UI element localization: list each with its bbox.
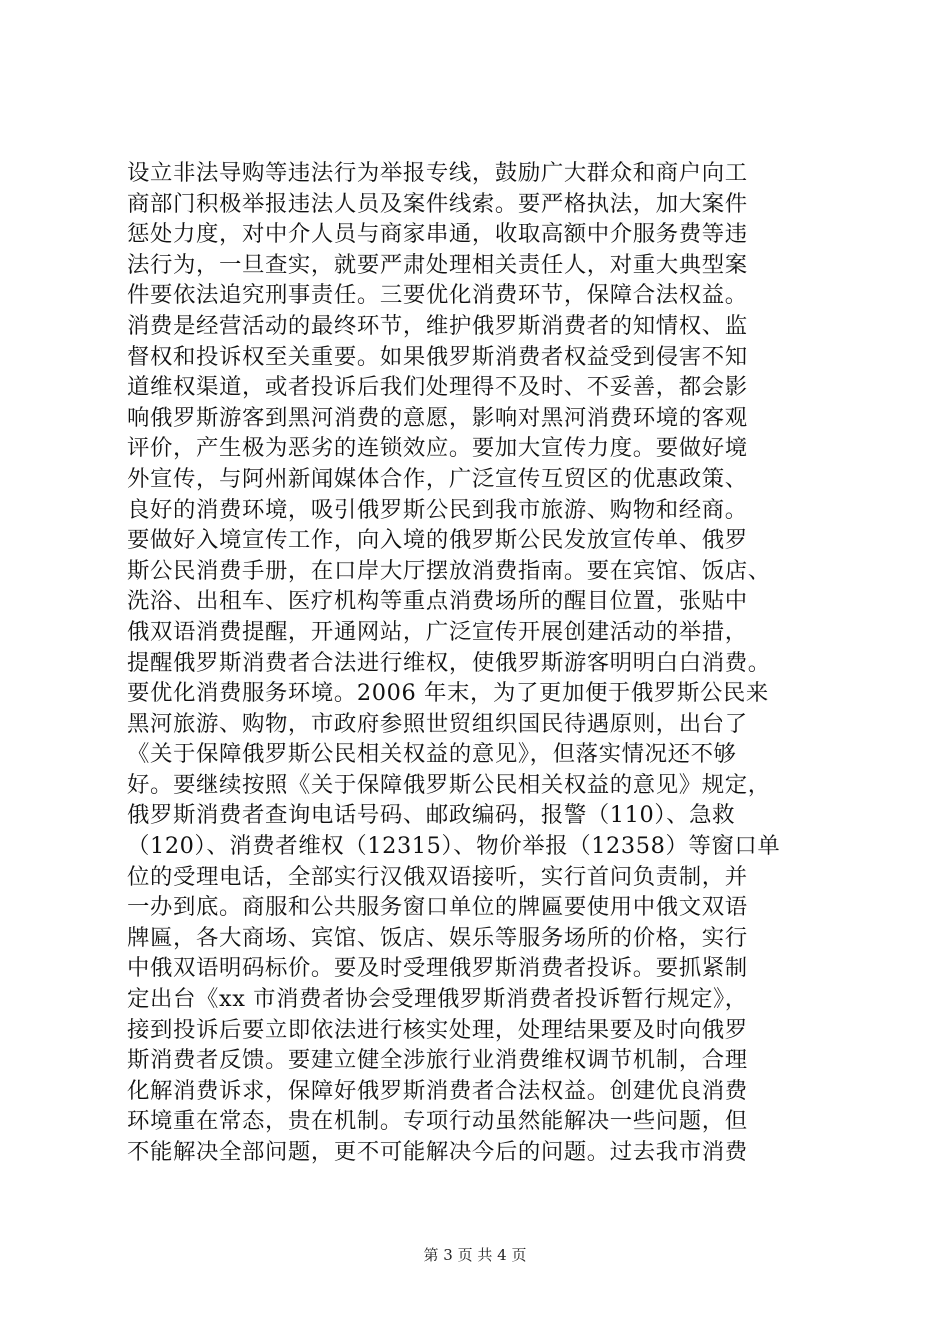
text-line: 好。要继续按照《关于保障俄罗斯公民相关权益的意见》规定， [127, 771, 771, 798]
text-line: 洗浴、出租车、医疗机构等重点消费场所的醒目位置，张贴中 [127, 588, 748, 615]
text-line: 位的受理电话，全部实行汉俄双语接听，实行首问负责制，并 [127, 863, 748, 890]
text-line: 接到投诉后要立即依法进行核实处理，处理结果要及时向俄罗 [127, 1016, 748, 1043]
text-line: 俄罗斯消费者查询电话号码、邮政编码，报警（110）、急救 [127, 802, 736, 829]
text-line: 响俄罗斯游客到黑河消费的意愿，影响对黑河消费环境的客观 [127, 404, 748, 431]
text-line: 良好的消费环境，吸引俄罗斯公民到我市旅游、购物和经商。 [127, 496, 748, 523]
text-line: 消费是经营活动的最终环节，维护俄罗斯消费者的知情权、监 [127, 312, 748, 339]
text-line: 斯公民消费手册，在口岸大厅摆放消费指南。要在宾馆、饭店、 [127, 557, 771, 584]
text-line: 设立非法导购等违法行为举报专线，鼓励广大群众和商户向工 [127, 160, 748, 186]
text-line: 化解消费诉求，保障好俄罗斯消费者合法权益。创建优良消费 [127, 1077, 748, 1104]
text-line: 商部门积极举报违法人员及案件线索。要严格执法，加大案件 [127, 190, 748, 217]
text-line: 《关于保障俄罗斯公民相关权益的意见》，但落实情况还不够 [127, 741, 737, 768]
text-line: 评价，产生极为恶劣的连锁效应。要加大宣传力度。要做好境 [127, 435, 748, 462]
text-line: 件要依法追究刑事责任。三要优化消费环节，保障合法权益。 [127, 282, 748, 309]
text-line: 外宣传，与阿州新闻媒体合作，广泛宣传互贸区的优惠政策、 [127, 465, 748, 492]
text-line: 一办到底。商服和公共服务窗口单位的牌匾要使用中俄文双语 [127, 894, 748, 921]
text-line: 提醒俄罗斯消费者合法进行维权，使俄罗斯游客明明白白消费。 [127, 649, 771, 676]
text-line: 要优化消费服务环境。2006 年末，为了更加便于俄罗斯公民来 [127, 680, 769, 707]
text-line: 道维权渠道，或者投诉后我们处理得不及时、不妥善，都会影 [127, 374, 748, 401]
text-line: 俄双语消费提醒，开通网站，广泛宣传开展创建活动的举措， [127, 618, 748, 645]
text-line: 斯消费者反馈。要建立健全涉旅行业消费维权调节机制，合理 [127, 1047, 748, 1074]
text-line: 牌匾，各大商场、宾馆、饭店、娱乐等服务场所的价格，实行 [127, 924, 748, 951]
text-line: 督权和投诉权至关重要。如果俄罗斯消费者权益受到侵害不知 [127, 343, 748, 370]
text-line: （120）、消费者维权（12315）、物价举报（12358）等窗口单 [127, 833, 781, 860]
text-line: 定出台《xx 市消费者协会受理俄罗斯消费者投诉暂行规定》， [127, 986, 748, 1013]
text-line: 惩处力度，对中介人员与商家串通，收取高额中介服务费等违 [127, 221, 748, 248]
body-text [127, 158, 827, 1168]
text-line: 环境重在常态，贵在机制。专项行动虽然能解决一些问题，但 [127, 1108, 748, 1135]
text-line: 要做好入境宣传工作，向入境的俄罗斯公民发放宣传单、俄罗 [127, 527, 748, 554]
page-footer: 第 3 页 共 4 页 [423, 1246, 527, 1264]
text-line: 黑河旅游、购物，市政府参照世贸组织国民待遇原则，出台了 [127, 710, 748, 737]
text-line: 不能解决全部问题，更不可能解决今后的问题。过去我市消费 [127, 1139, 748, 1165]
text-line: 法行为，一旦查实，就要严肃处理相关责任人，对重大典型案 [127, 251, 748, 278]
text-line: 中俄双语明码标价。要及时受理俄罗斯消费者投诉。要抓紧制 [127, 955, 748, 982]
